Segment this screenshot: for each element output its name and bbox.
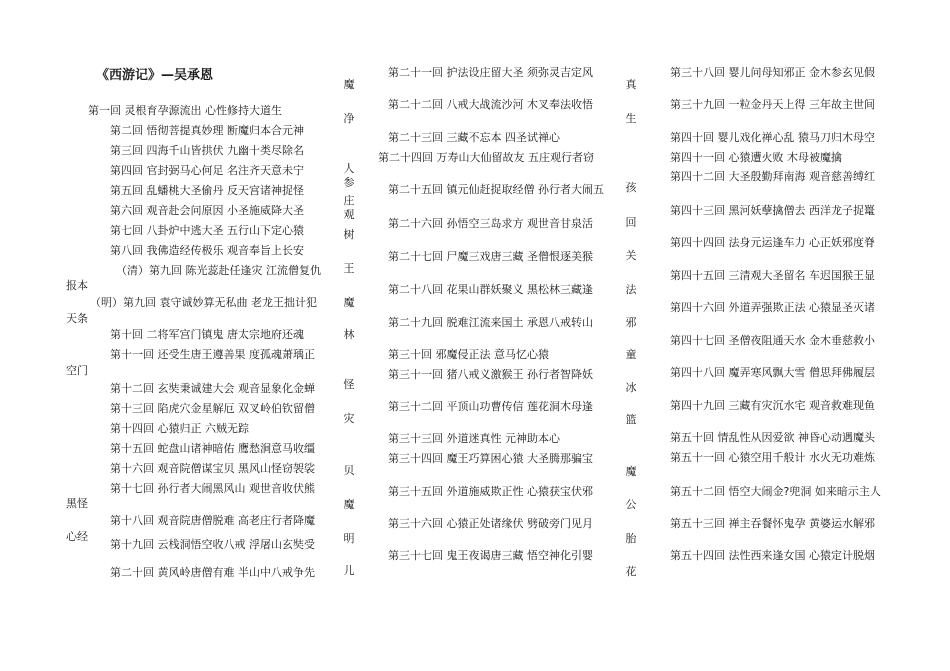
chapter-line: 第二十七回 尸魔三戏唐三藏 圣僧恨逐美猴 xyxy=(388,250,593,263)
continuation-char: 儿 xyxy=(343,564,355,577)
chapter-line: 第四回 官封弼马心何足 名注齐天意未宁 xyxy=(110,164,304,177)
chapter-line: 第四十七回 圣僧夜阻通天水 金木垂慈救小 xyxy=(670,334,875,347)
chapter-line: 第三十七回 鬼王夜谒唐三藏 悟空神化引婴 xyxy=(388,549,593,562)
continuation-char: 林 xyxy=(343,328,355,341)
continuation-char: 童 xyxy=(625,348,637,361)
chapter-line: 第三十四回 魔王巧算困心猿 大圣腾那骗宝 xyxy=(388,452,593,465)
chapter-line: 第三十五回 外道施威欺正性 心猿获宝伏邪 xyxy=(388,485,593,498)
chapter-line: 第十六回 观音院僧谋宝贝 黑风山怪窃袈裟 xyxy=(110,462,315,475)
continuation-char: 回 xyxy=(625,216,637,229)
chapter-line: 第三十六回 心猿正处诸缘伏 劈破旁门见月 xyxy=(388,517,593,530)
continuation-char: 王 xyxy=(343,262,355,275)
chapter-line: （明）第九回 袁守诚妙算无私曲 老龙王拙计犯 xyxy=(90,296,317,309)
chapter-line: 第十一回 还受生唐王遵善果 度孤魂萧瑀正 xyxy=(110,348,315,361)
chapter-line: 第三十八回 婴儿问母知邪正 金木参玄见假 xyxy=(670,66,875,79)
chapter-line: 第二十六回 孙悟空三岛求方 观世音甘泉活 xyxy=(388,217,593,230)
chapter-line: 第三十回 邪魔侵正法 意马忆心猿 xyxy=(388,348,549,361)
continuation-char: 灾 xyxy=(343,412,355,425)
chapter-line: 第二十三回 三藏不忘本 四圣试禅心 xyxy=(388,131,560,144)
continuation-char: 关 xyxy=(625,249,637,262)
chapter-line: 第十八回 观音院唐僧脱难 高老庄行者降魔 xyxy=(110,514,315,527)
chapter-line: 第四十二回 大圣殷勤拜南海 观音慈善缚红 xyxy=(670,170,875,183)
chapter-line: 第四十九回 三藏有灾沉水宅 观音救难现鱼 xyxy=(670,399,875,412)
document-title: 《西游记》—吴承恩 xyxy=(96,68,214,83)
chapter-line: 第十七回 孙行者大闹黑风山 观世音收伏熊 xyxy=(110,482,315,495)
continuation-char: 冰 xyxy=(625,381,637,394)
chapter-line: 第二回 悟彻菩提真妙理 断魔归本合元神 xyxy=(110,124,304,137)
chapter-line: 第十四回 心猿归正 六贼无踪 xyxy=(110,422,249,435)
continuation-char: 胎 xyxy=(625,532,637,545)
chapter-line: 第三十三回 外道迷真性 元神助本心 xyxy=(388,432,560,445)
continuation-char: 明 xyxy=(343,532,355,545)
chapter-line: 第五十回 情乱性从因爱欲 神昏心动遇魔头 xyxy=(670,431,875,444)
continuation-char: 篮 xyxy=(625,413,637,426)
chapter-line-wrap: 报本 xyxy=(66,279,88,292)
continuation-char: 法 xyxy=(625,283,637,296)
continuation-char: 魔 xyxy=(625,465,637,478)
chapter-line: 第十回 二将军宫门镇鬼 唐太宗地府还魂 xyxy=(110,328,304,341)
continuation-char: 魔 xyxy=(343,498,355,511)
chapter-line: 第四十四回 法身元运逢车力 心正妖邪度脊 xyxy=(670,236,875,249)
continuation-char: 贝 xyxy=(343,464,355,477)
chapter-line: 第五十二回 悟空大闹金?兜洞 如来暗示主人 xyxy=(670,485,881,498)
chapter-line-wrap: 心经 xyxy=(66,530,88,543)
chapter-line: 第八回 我佛造经传极乐 观音奉旨上长安 xyxy=(110,244,304,257)
chapter-line: 第二十二回 八戒大战流沙河 木叉奉法收悟 xyxy=(388,98,593,111)
continuation-char: 魔 xyxy=(343,78,355,91)
continuation-char: 人参 xyxy=(343,162,355,189)
continuation-char: 庄观 xyxy=(343,194,355,221)
chapter-line-wrap: 黑怪 xyxy=(66,497,88,510)
chapter-line-wrap: 天条 xyxy=(66,312,88,325)
chapter-line: 第四十五回 三清观大圣留名 车迟国猴王显 xyxy=(670,269,875,282)
continuation-char: 邪 xyxy=(625,316,637,329)
chapter-line: 第三回 四海千山皆拱伏 九幽十类尽除名 xyxy=(110,144,304,157)
chapter-line: 第一回 灵根育孕源流出 心性修持大道生 xyxy=(88,104,282,117)
chapter-line: 第五十四回 法性西来逢女国 心猿定计脱烟 xyxy=(670,549,875,562)
continuation-char: 生 xyxy=(625,112,637,125)
chapter-line: 第十二回 玄奘秉诚建大会 观音显象化金蝉 xyxy=(110,382,315,395)
chapter-line: 第十三回 陷虎穴金星解厄 双叉岭伯钦留僧 xyxy=(110,402,315,415)
continuation-char: 净 xyxy=(343,112,355,125)
chapter-line-wrap: 空门 xyxy=(66,364,88,377)
chapter-line: 第二十四回 万寿山大仙留故友 五庄观行者窃 xyxy=(378,151,594,164)
chapter-line: 第二十八回 花果山群妖聚义 黑松林三藏逢 xyxy=(388,283,593,296)
chapter-line: 第六回 观音赴会问原因 小圣施威降大圣 xyxy=(110,204,304,217)
continuation-char: 真 xyxy=(625,78,637,91)
chapter-line: 第三十一回 猪八戒义激猴王 孙行者智降妖 xyxy=(388,368,593,381)
continuation-char: 怪 xyxy=(343,378,355,391)
continuation-char: 公 xyxy=(625,498,637,511)
continuation-char: 花 xyxy=(625,565,637,578)
continuation-char: 树 xyxy=(343,228,355,241)
chapter-line: 第四十一回 心猿遭火败 木母被魔擒 xyxy=(670,151,842,164)
chapter-line: 第五回 乱蟠桃大圣偷丹 反天宫诸神捉怪 xyxy=(110,184,304,197)
chapter-line: 第二十九回 脱难江流来国土 承恩八戒转山 xyxy=(388,316,593,329)
continuation-char: 魔 xyxy=(343,296,355,309)
chapter-line: 第五十一回 心猿空用千般计 水火无功难炼 xyxy=(670,451,875,464)
chapter-line: 第十五回 蛇盘山诸神暗佑 鹰愁涧意马收缰 xyxy=(110,442,315,455)
chapter-line: 第二十五回 镇元仙赶捉取经僧 孙行者大闹五 xyxy=(388,183,604,196)
chapter-line: （清）第九回 陈光蕊赴任逢灾 江流僧复仇 xyxy=(116,264,321,277)
chapter-line: 第四十八回 魔弄寒风飘大雪 僧思拜佛履层 xyxy=(670,366,875,379)
chapter-line: 第四十回 婴儿戏化禅心乱 猿马刀归木母空 xyxy=(670,131,875,144)
chapter-line: 第四十六回 外道弄强欺正法 心猿显圣灭诸 xyxy=(670,301,875,314)
chapter-line: 第三十九回 一粒金丹天上得 三年故主世间 xyxy=(670,98,875,111)
chapter-line: 第四十三回 黑河妖孽擒僧去 西洋龙子捉鼍 xyxy=(670,204,875,217)
chapter-line: 第五十三回 禅主吞餐怀鬼孕 黄婆运水解邪 xyxy=(670,517,875,530)
chapter-line: 第二十一回 护法设庄留大圣 须弥灵吉定风 xyxy=(388,66,593,79)
chapter-line: 第二十回 黄风岭唐僧有难 半山中八戒争先 xyxy=(110,566,315,579)
chapter-line: 第三十二回 平顶山功曹传信 莲花洞木母逢 xyxy=(388,400,593,413)
chapter-line: 第十九回 云栈洞悟空收八戒 浮屠山玄奘受 xyxy=(110,538,315,551)
chapter-line: 第七回 八卦炉中逃大圣 五行山下定心猿 xyxy=(110,224,304,237)
continuation-char: 孩 xyxy=(625,181,637,194)
